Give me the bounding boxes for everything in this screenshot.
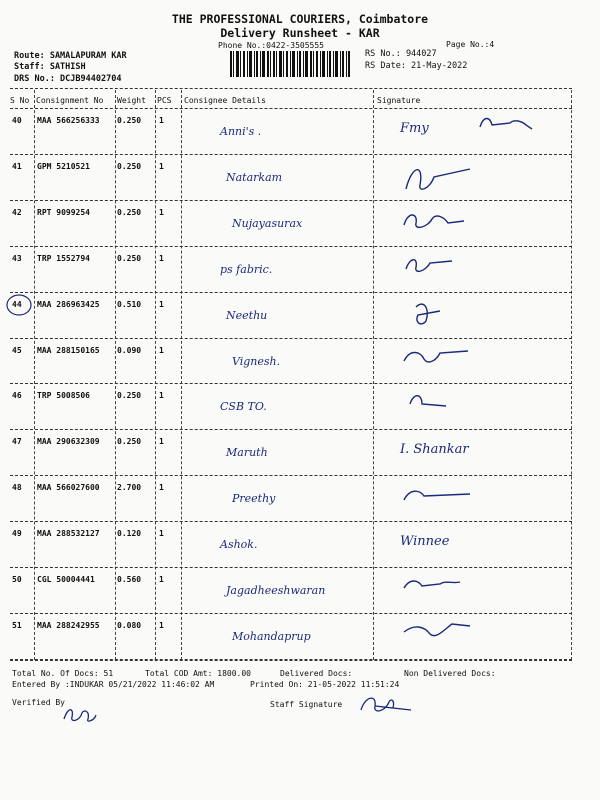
printed-on: Printed On: 21-05-2022 11:51:24 [250,680,400,689]
row-signature-scribble [400,572,550,612]
row-pcs: 1 [159,253,164,263]
row-weight: 0.250 [117,116,142,125]
row-weight: 0.250 [117,253,142,263]
row-weight: 0.090 [117,345,142,355]
row-signature-scribble [400,159,550,199]
row-signature-text: I. Shankar [400,442,469,458]
row-consignee-handwriting: Preethy [232,492,276,506]
page-number: Page No.:4 [446,40,495,49]
verifier-signature [60,705,100,725]
row-weight: 0.510 [117,299,142,309]
col-sep-6 [571,90,572,660]
non-delivered-docs: Non Delivered Docs: [404,669,496,678]
row-signature-text: Winnee [400,534,450,550]
row-consignment-no: MAA 288532127 [37,529,100,539]
row-pcs: 1 [159,437,164,447]
row-consignment-no: TRP 1552794 [37,253,90,263]
row-signature-scribble [400,297,550,337]
row-signature-scribble [470,113,600,153]
col-sep-4 [181,90,182,660]
row-weight: 2.700 [117,483,142,493]
row-consignment-no: MAA 286963425 [37,299,100,309]
row-weight: 0.120 [117,529,142,539]
row-consignment-no: MAA 566256333 [37,116,100,125]
row-sno: 47 [12,437,22,447]
row-weight: 0.250 [117,161,142,171]
row-sno: 48 [12,483,22,493]
row-consignee-handwriting: CSB TO. [220,400,267,414]
row-consignment-no: MAA 288150165 [37,345,100,355]
row-consignee-handwriting: Ashok. [220,538,258,552]
row-pcs: 1 [159,345,164,355]
row-weight: 0.560 [117,575,142,584]
delivered-docs: Delivered Docs: [280,669,353,678]
col-sep-3 [155,90,156,660]
col-consignee: Consignee Details [184,96,266,105]
row-consignment-no: GPM 5210521 [37,161,90,171]
row-signature-scribble [400,388,550,428]
row-divider [10,475,572,476]
route-label: Route: SAMALAPURAM KAR [14,51,127,61]
row-pcs: 1 [159,620,164,630]
col-sep-1 [34,90,35,660]
row-pcs: 1 [159,483,164,493]
col-sep-5 [373,90,374,660]
row-divider [10,567,572,568]
rs-number: RS No.: 944027 [365,49,437,59]
row-weight: 0.250 [117,391,142,401]
row-signature-scribble [400,251,550,291]
circle-mark [4,292,36,318]
entered-by: Entered By :INDUKAR 05/21/2022 11:46:02 AM [12,680,215,689]
row-divider [10,613,572,614]
row-consignment-no: RPT 9099254 [37,207,90,217]
row-divider [10,292,572,293]
row-pcs: 1 [159,391,164,401]
phone-number: Phone No.:0422-3505555 [218,41,324,50]
total-cod: Total COD Amt: 1800.00 [145,669,251,678]
row-pcs: 1 [159,529,164,539]
row-weight: 0.250 [117,207,142,217]
header-divider-bottom [10,108,572,109]
row-divider [10,154,572,155]
row-pcs: 1 [159,161,164,171]
row-sno: 45 [12,345,22,355]
row-consignment-no: MAA 290632309 [37,437,100,447]
company-title: THE PROFESSIONAL COURIERS, Coimbatore [171,12,429,26]
row-sno: 50 [12,575,22,584]
row-sno: 49 [12,529,22,539]
row-consignee-handwriting: Mohandaprup [232,629,311,643]
row-consignee-handwriting: Anni's . [220,125,262,138]
row-consignment-no: MAA 566027600 [37,483,100,493]
row-divider [10,246,572,247]
verified-by-label: Verified By [12,698,65,707]
row-divider [10,521,572,522]
staff-signature-label: Staff Signature [270,700,343,709]
row-consignment-no: MAA 288242955 [37,620,100,630]
row-consignee-handwriting: Natarkam [226,170,283,184]
row-sno: 46 [12,391,22,401]
row-signature-scribble [400,343,550,383]
row-consignee-handwriting: Jagadheeshwaran [226,584,326,597]
row-divider [10,383,572,384]
row-consignee-handwriting: Vignesh. [232,354,281,368]
row-sno: 42 [12,207,22,217]
row-consignee-handwriting: Nujayasurax [232,216,303,230]
row-signature-scribble [400,205,550,245]
row-sno: 51 [12,620,22,630]
row-pcs: 1 [159,116,164,125]
row-sno: 40 [12,116,22,125]
col-sno: S No [10,96,30,105]
row-divider [10,429,572,430]
footer-divider [10,660,572,661]
drs-number: DRS No.: DCJB94402704 [14,74,122,84]
row-signature-scribble [400,480,550,520]
barcode-image [230,51,350,77]
row-consignee-handwriting: Neethu [226,308,268,322]
row-divider [10,338,572,339]
row-pcs: 1 [159,575,164,584]
row-signature-scribble [400,618,550,658]
col-consignment: Consignment No [36,96,104,105]
row-weight: 0.250 [117,437,142,447]
row-sno: 41 [12,161,22,171]
row-divider [10,200,572,201]
col-signature: Signature [377,96,421,105]
row-weight: 0.080 [117,620,142,630]
row-signature-text: Fmy [400,121,429,136]
row-pcs: 1 [159,207,164,217]
document-title: Delivery Runsheet - KAR [220,26,380,40]
rs-date: RS Date: 21-May-2022 [365,61,468,71]
col-sep-2 [115,90,116,660]
row-sno: 44 [12,299,22,309]
col-pcs: PCS [157,96,172,105]
staff-label: Staff: SATHISH [14,62,86,72]
col-weight: Weight [117,96,146,105]
total-docs: Total No. Of Docs: 51 [12,669,114,678]
staff-signature [355,692,415,718]
header-divider-top [10,88,572,89]
row-consignee-handwriting: ps fabric. [220,262,273,276]
row-consignee-handwriting: Maruth [226,446,268,460]
row-sno: 43 [12,253,22,263]
row-consignment-no: TRP 5008506 [37,391,90,401]
row-consignment-no: CGL 50004441 [37,575,95,584]
row-pcs: 1 [159,299,164,309]
